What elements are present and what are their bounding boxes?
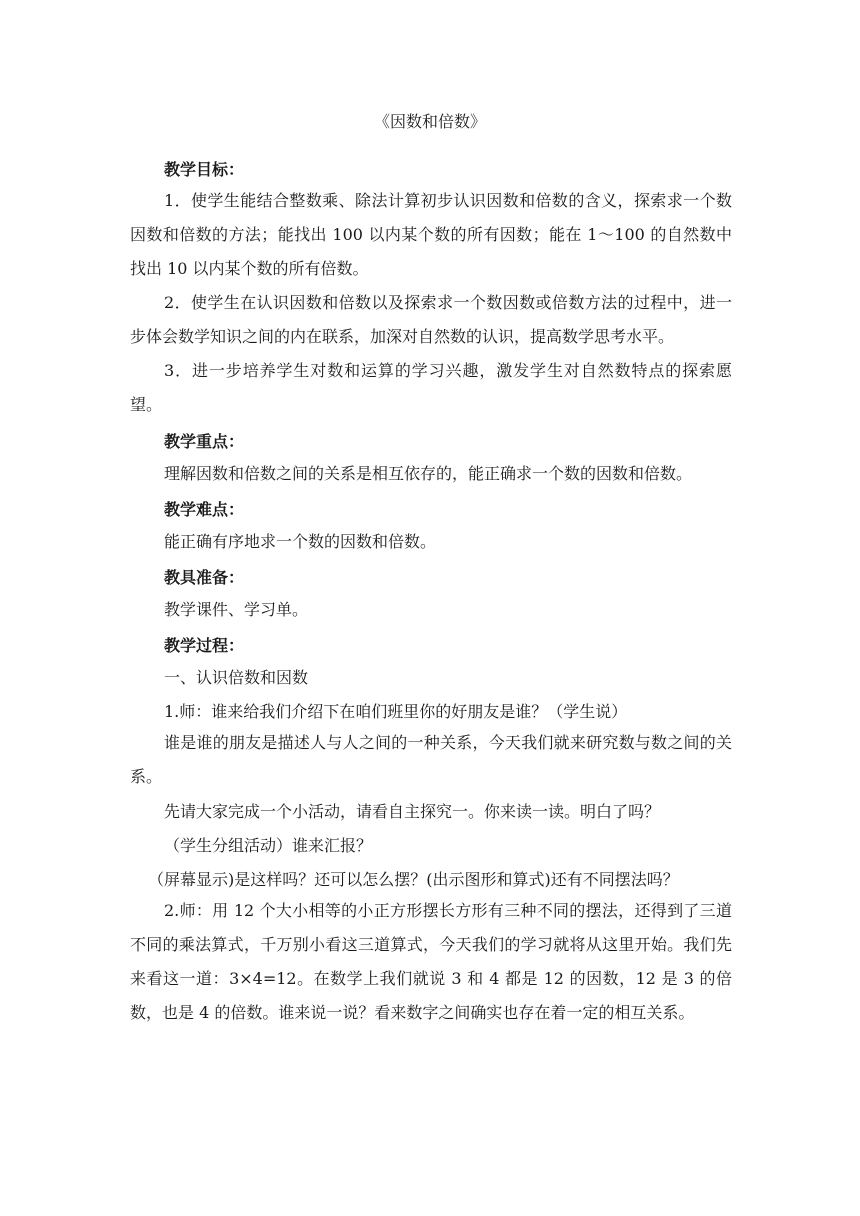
heading-teaching-aids: 教具准备： [164, 568, 245, 587]
process-paragraph-1: 1.师：谁来给我们介绍下在咱们班里你的好朋友是谁？（学生说） [164, 702, 628, 721]
heading-difficulties: 教学难点： [164, 500, 245, 519]
process-paragraph-2: 谁是谁的朋友是描述人与人之间的一种关系，今天我们就来研究数与数之间的关系。 [130, 733, 732, 786]
process-paragraph-4: （学生分组活动）谁来汇报？ [164, 836, 373, 855]
heading-teaching-process: 教学过程： [164, 636, 245, 655]
document-title: 《因数和倍数》 [373, 112, 486, 131]
process-paragraph-3: 先请大家完成一个小活动，请看自主探究一。你来读一读。明白了吗？ [164, 802, 661, 821]
process-paragraph-5: （屏幕显示)是这样吗？还可以怎么摆？(出示图形和算式)还有不同摆法吗？ [148, 870, 679, 889]
difficulties-text: 能正确有序地求一个数的因数和倍数。 [164, 532, 437, 551]
heading-key-points: 教学重点： [164, 432, 245, 451]
goal-2: 2．使学生在认识因数和倍数以及探索求一个数因数或倍数方法的过程中，进一步体会数学知识之间的内在联系，加深对自然数的认识，提高数学思考水平。 [130, 293, 732, 346]
goal-3: 3．进一步培养学生对数和运算的学习兴趣，激发学生对自然数特点的探索愿望。 [130, 361, 732, 414]
heading-teaching-goals: 教学目标： [164, 160, 245, 179]
teaching-aids-text: 教学课件、学习单。 [164, 600, 309, 619]
process-paragraph-6: 2.师：用 12 个大小相等的小正方形摆长方形有三种不同的摆法，还得到了三道不同的乘法算式，千万别小看这三道算式，今天我们的学习就将从这里开始。我们先来看这一道：3×4=12。在数学上我们就说 3 和 4 都是 12 的因数，12 是 3 的倍数，也是 4 的倍数。谁来说一说？看来数字之间确实也存在着一定的相互关系。 [130, 901, 732, 1022]
section-1-heading: 一、认识倍数和因数 [164, 668, 309, 687]
goal-1: 1．使学生能结合整数乘、除法计算初步认识因数和倍数的含义，探索求一个数因数和倍数的方法；能找出 100 以内某个数的所有因数；能在 1～100 的自然数中找出 10 以内某个数的所有倍数。 [130, 191, 732, 278]
key-points-text: 理解因数和倍数之间的关系是相互依存的，能正确求一个数的因数和倍数。 [164, 464, 693, 483]
